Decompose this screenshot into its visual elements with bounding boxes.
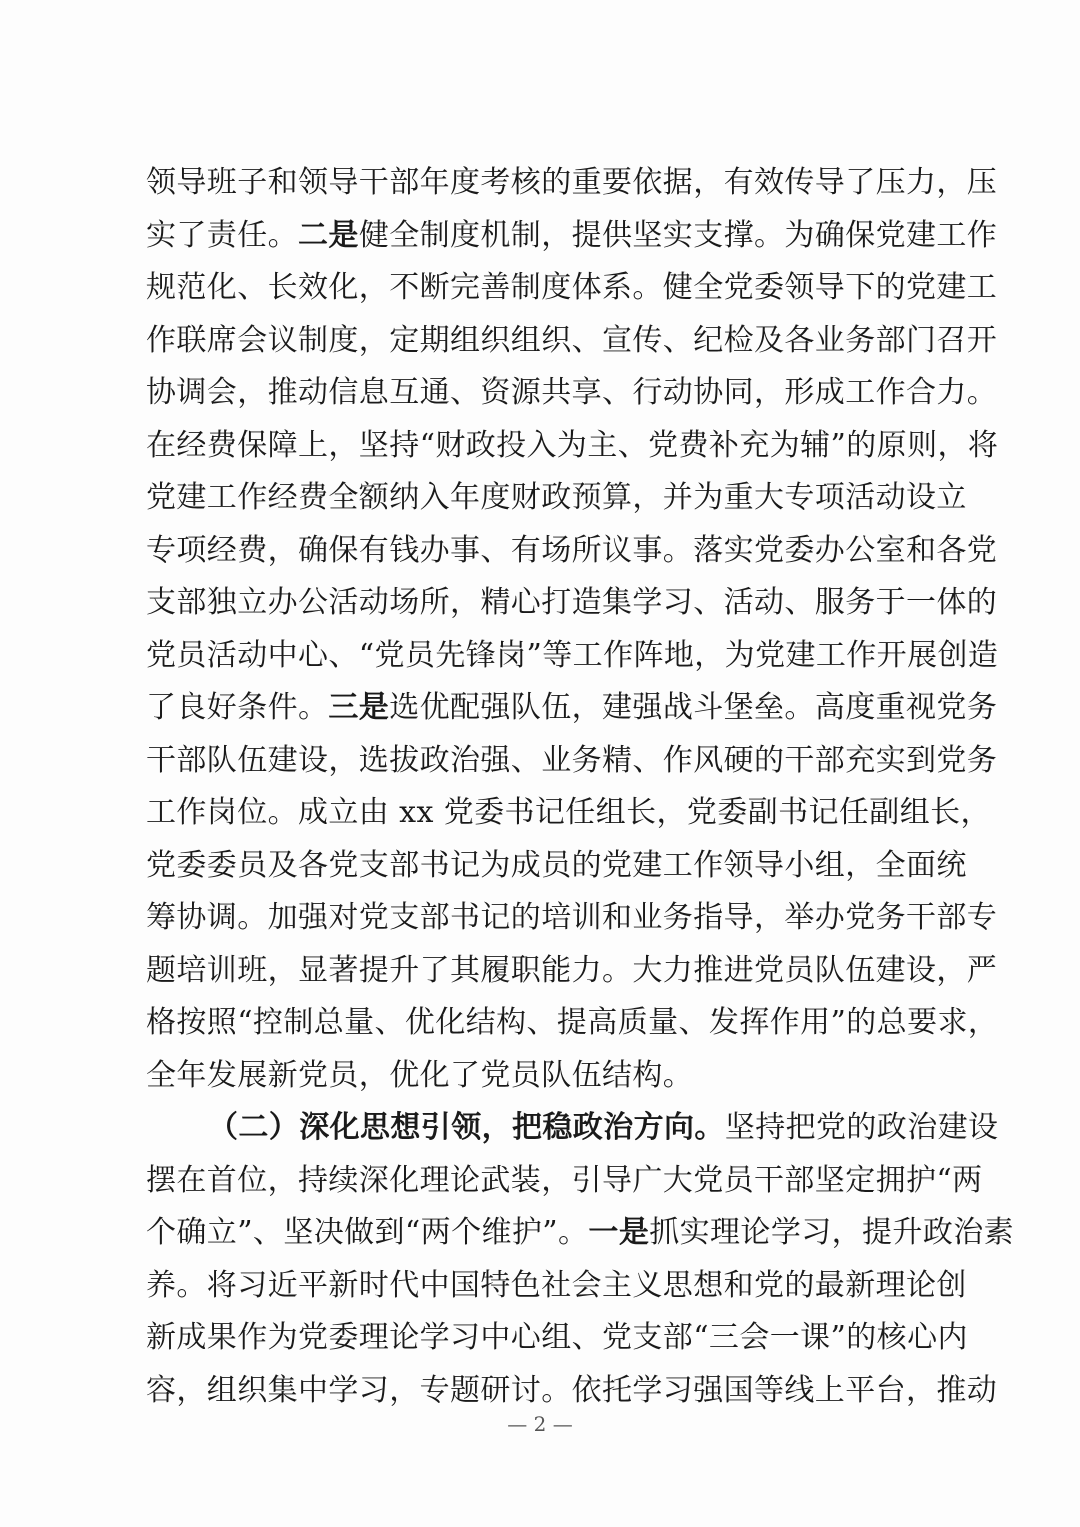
text-run: 了良好条件。	[146, 690, 329, 725]
text-line	[146, 420, 999, 473]
text-line	[146, 840, 967, 893]
text-line	[146, 1155, 983, 1208]
text-run: 党委委员及各党支部书记为成员的党建工作领导小组，全面统	[146, 847, 967, 883]
text-run: 摆在首位，持续深化理论武装，引导广大党员干部坚定拥护“两	[146, 1162, 983, 1198]
text-line	[146, 262, 998, 315]
text-run: 实了责任。	[146, 217, 298, 253]
text-run: 领导班子和领导干部年度考核的重要依据，有效传导了压力，压	[146, 165, 998, 200]
text-run: 抓实理论学习，提升政治素	[649, 1215, 1015, 1250]
text-run: 支部独立办公活动场所，精心打造集学习、活动、服务于一体的	[146, 585, 998, 620]
text-line	[146, 1365, 998, 1418]
text-run: 协调会，推动信息互通、资源共享、行动协同，形成工作合力。	[146, 375, 998, 410]
text-run: 选优配强队伍，建强战斗堡垒。高度重视党务	[389, 690, 998, 725]
text-line	[146, 367, 998, 420]
text-run: 在经费保障上，坚持“财政投入为主、党费补充为辅”的原则，将	[146, 427, 999, 463]
text-run: 党员活动中心、“党员先锋岗”等工作阵地，为党建工作开展创造	[146, 637, 999, 673]
bold-text-run: （二）深化思想引领，把稳政治方向。	[208, 1110, 725, 1145]
text-run: 筹协调。加强对党支部书记的培训和业务指导，举办党务干部专	[146, 900, 998, 935]
text-line	[146, 1260, 967, 1313]
text-run: 干部队伍建设，选拔政治强、业务精、作风硬的干部充实到党务	[146, 742, 998, 778]
text-run: 个确立”、坚决做到“两个维护”。	[146, 1215, 589, 1250]
text-line	[146, 315, 998, 368]
text-line	[146, 210, 998, 263]
text-line	[146, 1312, 968, 1365]
text-line	[146, 1207, 1015, 1260]
text-line	[146, 945, 998, 998]
bold-text-run: 二是	[298, 217, 359, 253]
text-run: 作联席会议制度，定期组织组织、宣传、纪检及各业务部门召开	[146, 322, 998, 358]
text-line	[146, 892, 998, 945]
text-run: 工作岗位。成立由 xx 党委书记任组长，党委副书记任副组长，	[146, 795, 991, 830]
text-line	[146, 682, 998, 735]
text-line	[146, 1102, 999, 1155]
text-line	[146, 1050, 946, 1103]
text-line	[146, 157, 998, 210]
text-run: 坚持把党的政治建设	[724, 1110, 999, 1145]
text-line	[146, 525, 998, 578]
text-run: 健全制度机制，提供坚实支撑。为确保党建工作	[358, 217, 998, 253]
body-text	[146, 157, 1015, 1417]
text-run: 格按照“控制总量、优化结构、提高质量、发挥作用”的总要求，	[146, 1005, 999, 1040]
text-run: 容，组织集中学习，专题研讨。依托学习强国等线上平台，推动	[146, 1372, 998, 1408]
text-run: 专项经费，确保有钱办事、有场所议事。落实党委办公室和各党	[146, 532, 998, 568]
text-line	[146, 577, 998, 630]
text-run: 规范化、长效化，不断完善制度体系。健全党委领导下的党建工	[146, 270, 998, 305]
text-line	[146, 735, 998, 788]
bold-text-run: 一是	[588, 1215, 650, 1250]
page-number: — 2 —	[507, 1412, 573, 1436]
text-run: 题培训班，显著提升了其履职能力。大力推进党员队伍建设，严	[146, 952, 998, 988]
text-line	[146, 472, 967, 525]
text-line	[146, 630, 999, 683]
text-line	[146, 787, 991, 840]
bold-text-run: 三是	[328, 690, 390, 725]
text-run: 全年发展新党员，优化了党员队伍结构。	[146, 1057, 694, 1093]
text-run: 党建工作经费全额纳入年度财政预算，并为重大专项活动设立	[146, 480, 967, 515]
text-run: 养。将习近平新时代中国特色社会主义思想和党的最新理论创	[146, 1267, 967, 1303]
text-run: 新成果作为党委理论学习中心组、党支部“三会一课”的核心内	[146, 1320, 968, 1355]
text-line	[146, 997, 999, 1050]
